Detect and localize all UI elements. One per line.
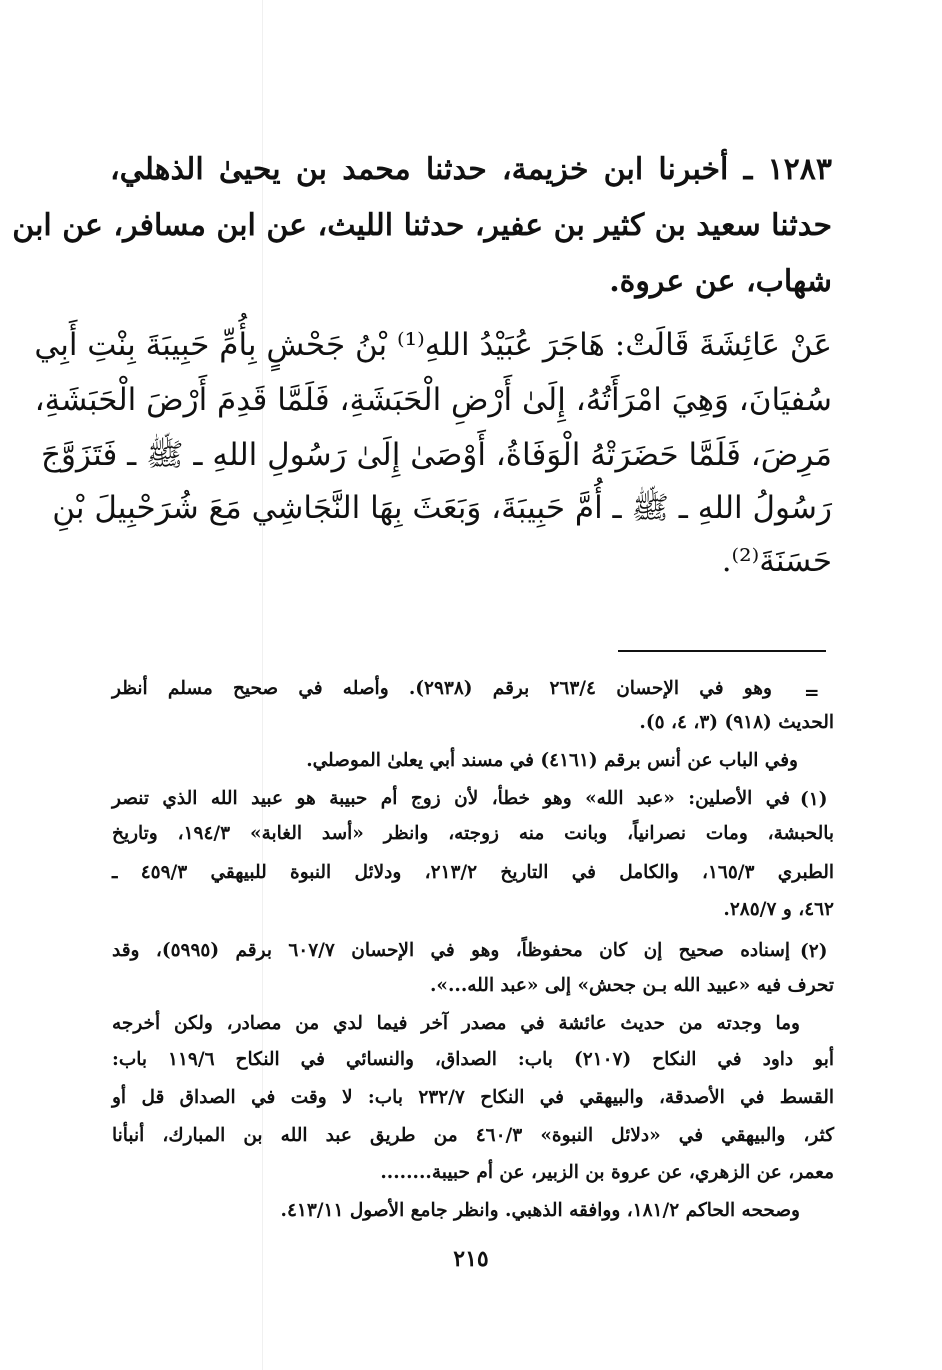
continuation-marker: = xyxy=(804,683,820,704)
isnad-line: حدثنا سعيد بن كثير بن عفير، حدثنا الليث، عن ابن مسافر، عن ابن xyxy=(12,208,832,243)
footnote-line: الحديث (٩١٨) (٣، ٤، ٥). xyxy=(639,712,834,733)
footnote-2-line: تحرف فيه «عبيد الله بـن جحش» إلى «عبد الله...». xyxy=(429,975,834,996)
footnote-divider xyxy=(618,650,826,652)
footnote-2-paragraph-line: أبو داود في النكاح (٢١٠٧) باب: الصداق، والنسائي في النكاح ١١٩/٦ باب: xyxy=(112,1049,834,1070)
footnote-2-paragraph-line: كثر، والبيهقي في «دلائل النبوة» ٤٦٠/٣ من طريق عبد الله بن المبارك، أنبأنا xyxy=(112,1125,835,1146)
footnote-2-paragraph-line: وما وجدته من حديث عائشة في مصدر آخر فيما لدي من مصادر، ولكن أخرجه xyxy=(112,1013,800,1034)
matn-line: سُفيَانَ، وَهِيَ امْرَأَتُهُ، إِلَىٰ أَرْضِ الْحَبَشَةِ، فَلَمَّا قَدِمَ أَرْضَ الْحَبَشَةِ، xyxy=(34,382,832,418)
isnad-line: ١٢٨٣ ـ أخبرنا ابن خزيمة، حدثنا محمد بن يحيىٰ الذهلي، xyxy=(110,152,832,187)
footnote-2-paragraph-line: وصححه الحاكم ١٨١/٢، ووافقه الذهبي. وانظر جامع الأصول ٤١٣/١١. xyxy=(280,1200,800,1221)
footnote-2-line: إسناده صحيح إن كان محفوظاً، وهو في الإحسان ٦٠٧/٧ برقم (٥٩٩٥)، وقد xyxy=(112,940,791,961)
footnote-1-line: ٤٦٢، و ٢٨٥/٧. xyxy=(723,899,834,920)
footnote-2-paragraph-line: القسط في الأصدقة، والبيهقي في النكاح ٢٣٢/٧ باب: لا وقت في الصداق قل أو xyxy=(112,1087,834,1108)
footnote-1-line: بالحبشة، ومات نصرانياً، وبانت منه زوجته، وانظر «أسد الغابة» ١٩٤/٣، وتاريخ xyxy=(112,823,834,844)
footnote-1-line: الطبري ١٦٥/٣، والكامل في التاريخ ٢١٣/٢، ودلائل النبوة للبيهقي ٤٥٩/٣ ـ xyxy=(112,862,834,883)
matn-line: مَرِضَ، فَلَمَّا حَضَرَتْهُ الْوَفَاةُ، أَوْصَىٰ إِلَىٰ رَسُولِ اللهِ ـ ﷺ ـ فَتَزَوَّجَ xyxy=(41,437,832,473)
footnote-2-paragraph-line: معمر، عن الزهري، عن عروة بن الزبير، عن أم حبيبة........ xyxy=(380,1162,834,1183)
footnote-line: وفي الباب عن أنس برقم (٤١٦١) في مسند أبي يعلىٰ الموصلي. xyxy=(306,750,798,771)
footnote-2-marker: (٢) xyxy=(800,941,828,962)
matn-line: حَسَنَةَ⁽²⁾. xyxy=(721,543,832,579)
matn-line: عَنْ عَائِشَةَ قَالَتْ: هَاجَرَ عُبَيْدُ اللهِ⁽¹⁾ بْنُ جَحْشٍ بِأُمِّ حَبِيبَةَ بِنْتِ أَبِي xyxy=(34,327,832,363)
page-number: ٢١٥ xyxy=(453,1246,489,1272)
footnote-1-line: في الأصلين: «عبد الله» وهو خطأ، لأن زوج أم حبيبة هو عبيد الله الذي تنصر xyxy=(112,788,790,809)
footnote-line: وهو في الإحسان ٢٦٣/٤ برقم (٢٩٣٨). وأصله في صحيح مسلم أنظر xyxy=(112,678,772,699)
footnote-1-marker: (١) xyxy=(800,789,828,810)
matn-line: رَسُولُ اللهِ ـ ﷺ ـ أُمَّ حَبِيبَةَ، وَبَعَثَ بِهَا النَّجَاشِي مَعَ شُرَحْبِيلَ بْنِ xyxy=(52,490,832,526)
isnad-line: شهاب، عن عروة. xyxy=(609,264,832,299)
